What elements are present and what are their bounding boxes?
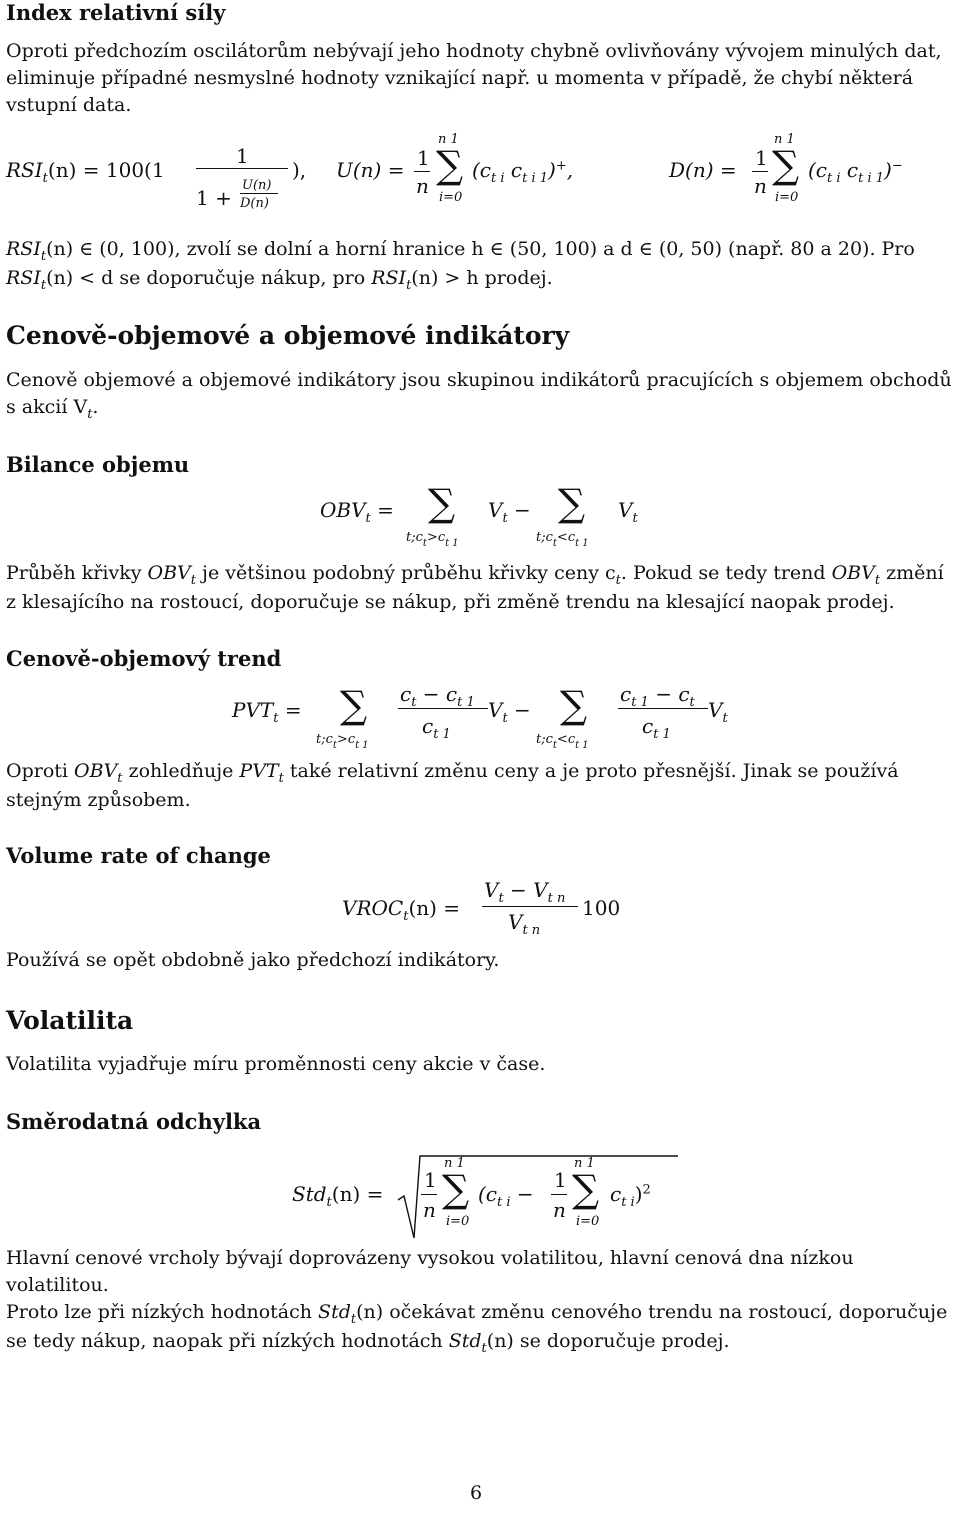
std-frac2-den: n [553,1198,566,1222]
pvt-frac1-num: $c_t - c_{t 1}$ [400,682,475,710]
std-sum1-icon: ∑ [442,1167,470,1211]
obv-sum1-icon: ∑ [428,481,456,525]
std-sum1-bottom: i=0 [446,1214,470,1229]
std-lhs: Std$_t$(n) = [292,1182,384,1210]
pvt-frac1-bar [398,708,488,709]
pvt-sum2-icon: ∑ [560,683,588,727]
volume-paragraph [6,367,954,423]
d-frac-bar [752,171,768,172]
std-paragraph-line-2: Proto lze při nízkých hodnotách Std$_t$(n) očekávat změnu cenového trendu na rostoucí, doporučuje [6,1301,948,1327]
pvt-frac2-den: $c_{t 1}$ [642,714,671,742]
std-paragraph [6,1245,954,1357]
pvt-paragraph-line-1: Oproti $OBV_t$ zohledňuje $PVT_t$ také relativní změnu ceny a je proto přesnější. Jinak se používá [6,760,899,786]
pvt-v1: $V_t$ − [488,698,531,726]
rsi-range-paragraph [6,236,954,294]
rsi-fraction-numerator: 1 [236,144,249,168]
d-frac-num: 1 [755,146,768,170]
heading-pvt: Cenově-objemový trend [6,646,282,671]
pvt-v2: $V_t$ [708,698,728,726]
obv-formula [320,481,660,549]
vroc-paragraph: Používá se opět obdobně jako předchozí indikátory. [6,949,500,971]
volatility-paragraph: Volatilita vyjadřuje míru proměnnosti ceny akcie v čase. [6,1053,546,1075]
obv-paragraph-line-1: Průběh křivky $OBV_t$ je většinou podobný průběhu křivky ceny $c_t$. Pokud se tedy trend $OBV_t$ změní [6,562,944,588]
rsi-paragraph [6,38,954,119]
std-formula [292,1146,682,1238]
pvt-sum2-cond: $t;c_t<c_{t 1}$ [536,732,589,751]
rsi-close: ), [292,158,307,182]
vroc-lhs: $VROC_t(n)$ = [342,896,461,924]
pvt-sum1-icon: ∑ [340,683,368,727]
std-frac1-num: 1 [424,1168,437,1192]
std-sum1-top: n 1 [444,1156,465,1171]
d-lhs: D(n) = [669,158,737,182]
u-sum-top: n 1 [438,132,459,147]
volume-paragraph-line-2: s akcií $V_t$. [6,396,99,422]
rsi-paragraph-line-2: eliminuje případné nesmyslné hodnoty vznikající např. u momenta v případě, že chybí některá [6,67,914,89]
rsi-fraction-bar [196,168,288,169]
heading-volume-indicators: Cenově-objemové a objemové indikátory [6,321,570,350]
obv-lhs: $OBV_t$ = [320,498,394,526]
std-term1: ($c_{t i}$ − [478,1182,534,1210]
std-frac1-den: n [423,1198,436,1222]
volume-paragraph-line-1: Cenově objemové a objemové indikátory jsou skupinou indikátorů pracujících s objemem obchodů [6,369,952,391]
std-paragraph-line-1: Hlavní cenové vrcholy bývají doprovázeny vysokou volatilitou, hlavní cenová dna nízkou volatilitou. [6,1247,854,1296]
pvt-formula [232,682,732,752]
obv-sum2-cond: $t;c_t<c_{t 1}$ [536,530,589,549]
d-term: ($c_{t i}$ $c_{t i 1})^-$ [808,158,903,186]
d-sum-icon: ∑ [772,143,800,187]
rsi-paragraph-line-3: vstupní data. [6,94,132,116]
std-frac2-bar [551,1194,567,1195]
rsi-inner-bar [240,193,278,194]
d-sum-bottom: i=0 [775,190,799,205]
vroc-frac-bar [482,906,578,907]
rsi-rule-line: $RSI_t(n) < d$ se doporučuje nákup, pro $RSI_t(n) > h$ prodej. [6,267,553,293]
std-frac2-num: 1 [554,1168,567,1192]
obv-paragraph-line-2: z klesajícího na rostoucí, doporučuje se nákup, při změně trendu na klesající naopak prodej. [6,591,895,613]
u-term: ($c_{t i}$ $c_{t i 1})^+$, [472,158,574,186]
std-term2: $c_{t i})^2$ [610,1182,651,1210]
pvt-paragraph-line-2: stejným způsobem. [6,789,191,811]
u-sum-icon: ∑ [436,143,464,187]
u-lhs: U(n) = [336,158,405,182]
vroc-formula [342,878,642,942]
vroc-num: $V_t - V_{t n}$ [484,878,566,906]
u-frac-den: n [416,174,429,198]
page-number: 6 [470,1482,483,1504]
d-sum-top: n 1 [774,132,795,147]
obv-sum1-cond: $t;c_t>c_{t 1}$ [406,530,459,549]
std-paragraph-line-3: se tedy nákup, naopak při nízkých hodnotách Std$_t$(n) se doporučuje prodej. [6,1330,730,1356]
pvt-sum1-cond: $t;c_t>c_{t 1}$ [316,732,369,751]
rsi-paragraph-line-1: Oproti předchozím oscilátorům nebývají jeho hodnoty chybně ovlivňovány vývojem minulých dat, [6,40,942,62]
rsi-lhs: $RSI_t(n) = 100(1$ [6,158,165,186]
rsi-fraction-denominator: 1 + [196,186,232,210]
rsi-fraction-u: U(n) [242,178,272,193]
pvt-frac1-den: $c_{t 1}$ [422,714,451,742]
pvt-frac2-bar [618,708,708,709]
vroc-times: 100 [582,896,621,920]
std-sum2-bottom: i=0 [576,1214,600,1229]
obv-paragraph [6,560,954,616]
pvt-paragraph [6,758,954,814]
obv-sum2-icon: ∑ [558,481,586,525]
d-frac-den: n [754,174,767,198]
rsi-range-line: $RSI_t(n)$ ∈ (0, 100), zvolí se dolní a horní hranice h ∈ (50, 100) a d ∈ (0, 50) (např. 80 a 20). Pro [6,238,915,264]
rsi-fraction-d: D(n) [240,196,269,211]
std-frac1-bar [421,1194,437,1195]
heading-volatility: Volatilita [6,1006,134,1035]
u-frac-num: 1 [417,146,430,170]
std-sum2-icon: ∑ [572,1167,600,1211]
pvt-lhs: $PVT_t$ = [232,698,302,726]
heading-rsi: Index relativní síly [6,0,226,25]
pvt-frac2-num: $c_{t 1} - c_t$ [620,682,695,710]
std-sum2-top: n 1 [574,1156,595,1171]
heading-obv: Bilance objemu [6,452,190,477]
heading-std: Směrodatná odchylka [6,1109,262,1134]
obv-v1: $V_t$ − [488,498,531,526]
obv-v2: $V_t$ [618,498,638,526]
heading-vroc: Volume rate of change [6,843,271,868]
vroc-den: $V_{t n}$ [508,910,541,938]
u-frac-bar [414,171,430,172]
u-sum-bottom: i=0 [439,190,463,205]
